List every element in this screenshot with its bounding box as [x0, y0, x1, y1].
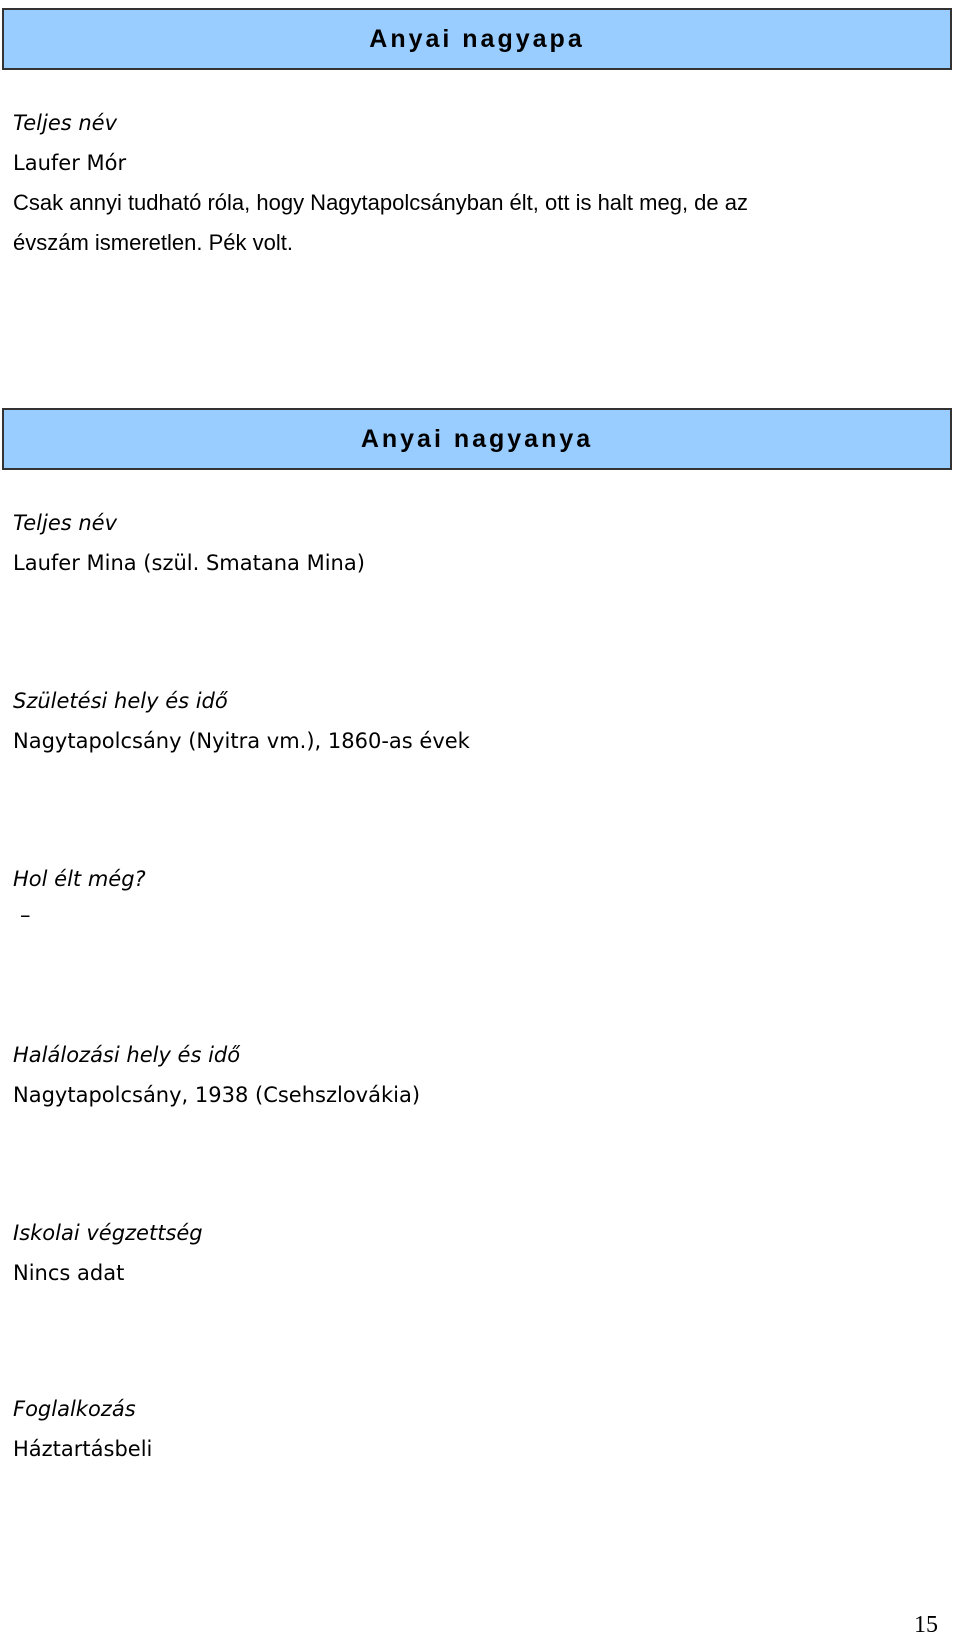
- grandmother-lived-value: –: [20, 903, 31, 927]
- grandfather-fullname-value: Laufer Mór: [13, 151, 127, 175]
- grandfather-note-line2: évszám ismeretlen. Pék volt.: [13, 230, 293, 255]
- grandmother-occupation-value: Háztartásbeli: [13, 1437, 153, 1461]
- grandmother-death-value: Nagytapolcsány, 1938 (Csehszlovákia): [13, 1083, 421, 1107]
- grandmother-fullname-value: Laufer Mina (szül. Smatana Mina): [13, 551, 365, 575]
- grandmother-birth-value: Nagytapolcsány (Nyitra vm.), 1860-as évek: [13, 729, 470, 753]
- grandfather-note-line1: Csak annyi tudható róla, hogy Nagytapolcsányban élt, ott is halt meg, de az: [13, 190, 748, 215]
- page-number: 15: [914, 1612, 938, 1638]
- section-header-grandmother: Anyai nagyanya: [2, 408, 952, 470]
- grandmother-occupation-label: Foglalkozás: [13, 1397, 136, 1421]
- grandmother-fullname-label: Teljes név: [13, 511, 118, 535]
- grandmother-education-value: Nincs adat: [13, 1261, 125, 1285]
- grandmother-death-label: Halálozási hely és idő: [13, 1043, 241, 1067]
- grandfather-fullname-label: Teljes név: [13, 111, 118, 135]
- grandmother-lived-label: Hol élt még?: [13, 867, 146, 891]
- grandmother-education-label: Iskolai végzettség: [13, 1221, 203, 1245]
- grandmother-birth-label: Születési hely és idő: [13, 689, 228, 713]
- section-header-grandfather: Anyai nagyapa: [2, 8, 952, 70]
